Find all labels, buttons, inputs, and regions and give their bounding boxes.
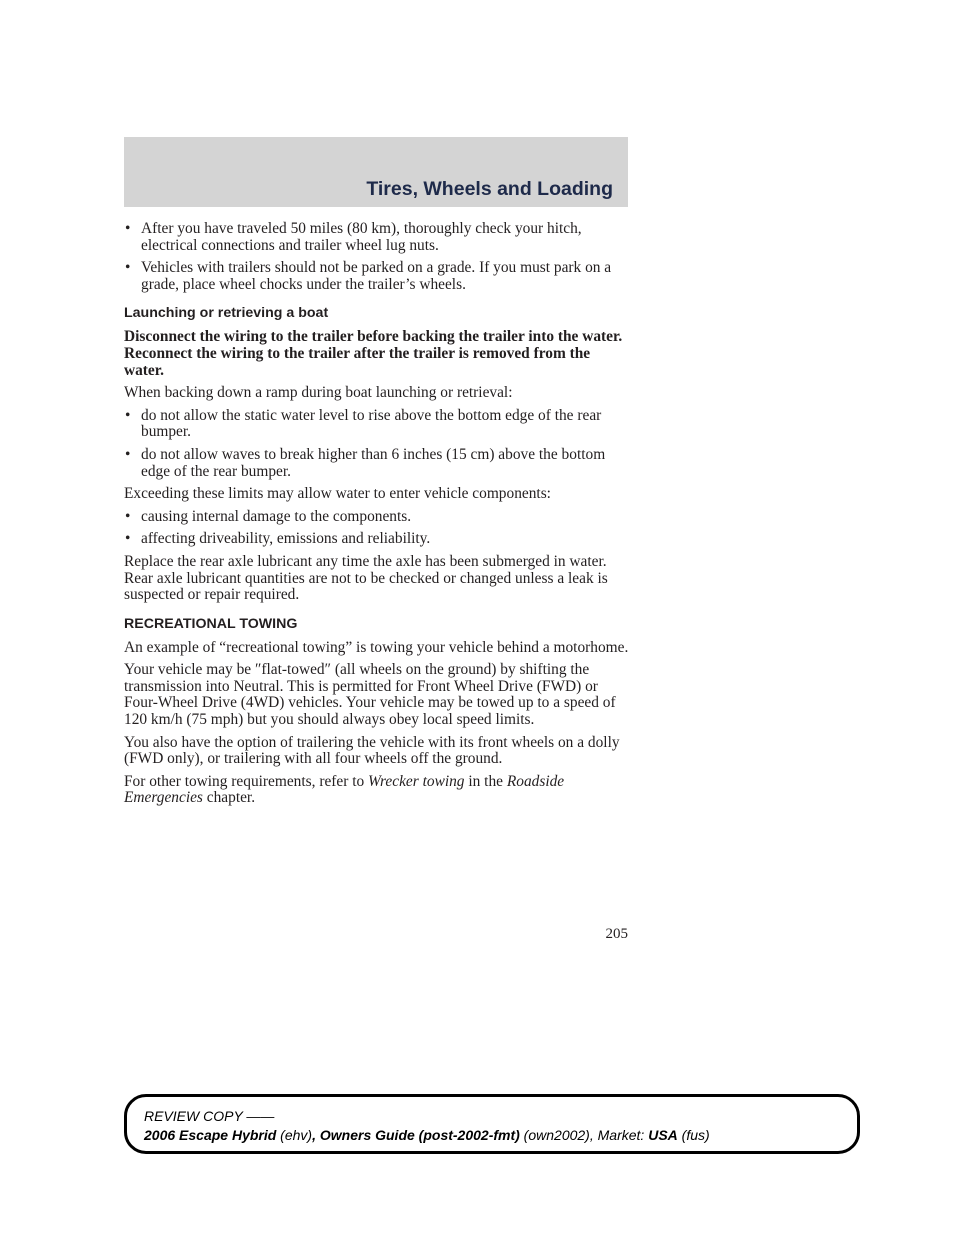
review-copy-label: REVIEW COPY —— (144, 1108, 275, 1124)
model-name: 2006 Escape Hybrid (144, 1127, 277, 1143)
list-item (124, 447, 630, 480)
market-name: USA (648, 1127, 678, 1143)
exceed-text: Exceeding these limits may allow water to enter vehicle components: (124, 485, 551, 503)
model-code: (ehv) (276, 1127, 313, 1143)
chapter-title: Tires, Wheels and Loading (366, 178, 613, 200)
towing-paragraph: You also have the option of trailering the vehicle with its front wheels on a dolly (FWD only), or trailering with all four wheels off the ground. (124, 733, 620, 768)
ramp-intro: When backing down a ramp during boat launching or retrieval: (124, 384, 513, 402)
separator: , (312, 1127, 320, 1143)
page-number: 205 (605, 926, 628, 942)
chapter-header-band (124, 137, 628, 207)
towing-reference-paragraph (124, 774, 630, 807)
bullet-text: causing internal damage to the components. (141, 507, 412, 525)
list-item (124, 408, 630, 441)
ref-wrecker-towing: Wrecker towing (368, 772, 465, 790)
page-body (124, 221, 630, 813)
list-item (124, 260, 630, 293)
document-info (144, 1127, 710, 1143)
market-code: (fus) (677, 1127, 710, 1143)
ref-middle: in the (464, 772, 507, 790)
towing-paragraph: Your vehicle may be ″flat-towed″ (all wheels on the ground) by shifting the transmission into Neutral. This is permitted for Front Wheel Drive (FWD) or Four-Wheel Drive (4WD) vehicles. Your vehicle may be towed up to a speed of 120 km/h (75 mph) but you should always obey local speed limits. (124, 661, 616, 729)
bullet-text: affecting driveability, emissions and reliability. (141, 530, 431, 548)
bullet-text: After you have traveled 50 miles (80 km), thoroughly check your hitch, electrical connections and trailer wheel lug nuts. (141, 220, 582, 254)
section-heading-boat: Launching or retrieving a boat (124, 305, 329, 322)
ref-roadside-emergencies: Roadside Emergencies (124, 772, 565, 807)
ref-prefix: For other towing requirements, refer to (124, 772, 369, 790)
guide-code: (own2002) (519, 1127, 590, 1143)
section-heading-towing: RECREATIONAL TOWING (124, 615, 298, 632)
bullet-icon: • (125, 259, 131, 277)
axle-lubricant-text: Replace the rear axle lubricant any time the axle has been submerged in water. Rear axle lubricant quantities are not to be checked or changed unless a leak is suspected or repair required. (124, 552, 608, 604)
ref-suffix: chapter. (202, 789, 256, 807)
towing-paragraph: An example of “recreational towing” is towing your vehicle behind a motorhome. (124, 638, 629, 656)
list-item (124, 531, 630, 548)
review-copy-footer (124, 1094, 860, 1154)
bullet-text: do not allow the static water level to rise above the bottom edge of the rear bumper. (141, 406, 602, 441)
bullet-text: do not allow waves to break higher than 6 inches (15 cm) above the bottom edge of the rear bumper. (141, 445, 606, 480)
bullet-icon: • (125, 406, 131, 424)
bullet-icon: • (125, 507, 131, 525)
bullet-text: Vehicles with trailers should not be parked on a grade. If you must park on a grade, place wheel chocks under the trailer’s wheels. (141, 259, 612, 293)
bullet-icon: • (125, 445, 131, 463)
list-item (124, 221, 630, 254)
warning-text: Disconnect the wiring to the trailer before backing the trailer into the water. Reconnect the wiring to the trailer after the trailer is removed from the water. (124, 328, 623, 379)
bullet-icon: • (125, 220, 131, 237)
list-item (124, 509, 630, 526)
guide-name: Owners Guide (post-2002-fmt) (319, 1127, 520, 1143)
bullet-icon: • (125, 530, 131, 548)
market-label: , Market: (589, 1127, 649, 1143)
